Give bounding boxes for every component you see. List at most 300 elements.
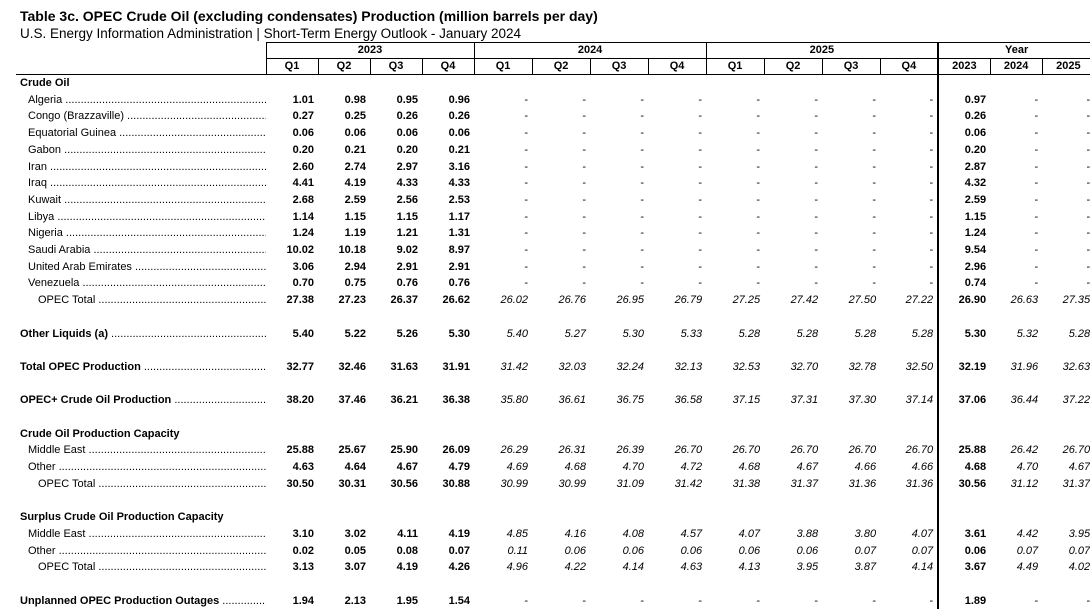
table-row: [16, 142, 1090, 159]
value-cell: 5.30: [938, 326, 990, 343]
row-label-cell: [16, 559, 266, 576]
value-cell: 32.63: [1062, 360, 1090, 373]
value-cell: 4.85: [506, 527, 529, 540]
value-cell: -: [582, 160, 587, 173]
value-cell: -: [756, 193, 761, 206]
value-cell: [474, 75, 532, 92]
row-label-cell: [16, 225, 266, 242]
value-cell: [590, 509, 648, 526]
value-cell: 5.28: [911, 327, 934, 340]
value-cell: 10.02: [286, 244, 314, 257]
spacer-cell: [474, 493, 532, 510]
value-cell: -: [640, 227, 645, 240]
table-row: [16, 593, 1090, 609]
value-cell: 3.07: [344, 561, 366, 574]
value-cell: 0.20: [292, 143, 314, 156]
value-cell: 3.95: [1068, 527, 1090, 540]
value-cell: 32.78: [848, 360, 877, 373]
value-cell: 0.98: [344, 93, 366, 106]
value-cell: 0.06: [622, 544, 645, 557]
spacer-cell: [318, 376, 370, 393]
spacer-cell: [474, 409, 532, 426]
spacer-row: [16, 409, 1090, 426]
value-cell: [590, 426, 648, 443]
value-cell: [822, 426, 880, 443]
value-cell: 37.06: [938, 392, 990, 409]
value-cell: -: [872, 277, 877, 290]
value-cell: -: [582, 594, 587, 607]
value-cell: 1.31: [448, 227, 471, 240]
spacer-row: [16, 376, 1090, 393]
spacer-cell: [266, 409, 318, 426]
value-cell: [880, 75, 938, 92]
value-cell: -: [524, 277, 529, 290]
value-cell: 4.70: [622, 461, 645, 474]
value-cell: 0.74: [938, 275, 990, 292]
value-cell: -: [756, 127, 761, 140]
spacer-cell: [990, 493, 1042, 510]
value-cell: 2.56: [396, 193, 418, 206]
value-cell: [474, 426, 532, 443]
row-label: United Arab Emirates: [28, 260, 132, 273]
column-header: Q4: [422, 59, 474, 75]
spacer-cell: [266, 342, 318, 359]
value-cell: [422, 75, 474, 92]
value-cell: 4.66: [854, 461, 877, 474]
value-cell: 31.09: [616, 477, 645, 490]
spacer-cell: [880, 576, 938, 593]
spacer-cell: [532, 493, 590, 510]
value-cell: 2.59: [938, 192, 990, 209]
value-cell: 2.74: [344, 160, 366, 173]
value-cell: 0.05: [344, 544, 366, 557]
value-cell: -: [1034, 110, 1039, 123]
value-cell: -: [640, 244, 645, 257]
table-subtitle: U.S. Energy Information Administration | Short-Term Energy Outlook - January 2024: [20, 26, 521, 41]
value-cell: 4.14: [911, 561, 934, 574]
value-cell: 26.29: [500, 444, 529, 457]
value-cell: -: [524, 160, 529, 173]
row-label: Other: [28, 544, 56, 557]
value-cell: 4.33: [396, 177, 418, 190]
value-cell: -: [698, 160, 703, 173]
value-cell: -: [814, 160, 819, 173]
value-cell: 3.10: [292, 527, 314, 540]
value-cell: 0.06: [938, 543, 990, 560]
value-cell: 5.28: [796, 327, 819, 340]
value-cell: -: [756, 277, 761, 290]
value-cell: -: [1086, 177, 1090, 190]
value-cell: 2.53: [448, 193, 471, 206]
value-cell: -: [640, 143, 645, 156]
value-cell: 3.06: [292, 260, 314, 273]
value-cell: -: [582, 244, 587, 257]
value-cell: 26.95: [616, 294, 645, 307]
spacer-cell: [16, 376, 266, 393]
spacer-row: [16, 576, 1090, 593]
value-cell: -: [929, 143, 934, 156]
row-label: Nigeria: [28, 227, 63, 240]
value-cell: -: [524, 193, 529, 206]
value-cell: 0.07: [1068, 544, 1090, 557]
table-row: [16, 225, 1090, 242]
value-cell: 4.19: [344, 177, 366, 190]
value-cell: 1.15: [344, 210, 366, 223]
value-cell: -: [640, 277, 645, 290]
value-cell: 4.68: [564, 461, 587, 474]
value-cell: -: [872, 110, 877, 123]
value-cell: -: [1086, 210, 1090, 223]
value-cell: -: [814, 227, 819, 240]
value-cell: 26.70: [848, 444, 877, 457]
value-cell: -: [872, 93, 877, 106]
value-cell: 5.22: [344, 327, 366, 340]
spacer-cell: [422, 309, 474, 326]
row-label-cell: [16, 292, 266, 309]
spacer-cell: [990, 309, 1042, 326]
row-label: Gabon: [28, 143, 62, 156]
table-row: [16, 125, 1090, 142]
value-cell: 26.39: [616, 444, 645, 457]
value-cell: -: [640, 93, 645, 106]
value-cell: 4.16: [564, 527, 587, 540]
value-cell: -: [524, 143, 529, 156]
value-cell: -: [640, 260, 645, 273]
value-cell: 4.19: [396, 561, 418, 574]
spacer-cell: [880, 342, 938, 359]
value-cell: -: [929, 594, 934, 607]
value-cell: 3.80: [854, 527, 877, 540]
spacer-cell: [990, 576, 1042, 593]
value-cell: 2.60: [292, 160, 314, 173]
value-cell: 0.06: [344, 127, 366, 140]
row-label-cell: [16, 442, 266, 459]
value-cell: 5.28: [1068, 327, 1090, 340]
value-cell: -: [756, 160, 761, 173]
value-cell: [370, 509, 422, 526]
spacer-cell: [938, 342, 990, 359]
value-cell: -: [698, 227, 703, 240]
value-cell: 1.24: [938, 225, 990, 242]
table-row: [16, 442, 1090, 459]
value-cell: -: [698, 594, 703, 607]
value-cell: 4.02: [1068, 561, 1090, 574]
value-cell: 2.87: [938, 159, 990, 176]
value-cell: 25.90: [390, 444, 418, 457]
table-row: [16, 108, 1090, 125]
value-cell: [706, 75, 764, 92]
value-cell: 0.96: [448, 93, 471, 106]
spacer-cell: [706, 409, 764, 426]
spacer-cell: [422, 409, 474, 426]
value-cell: 36.44: [1010, 394, 1039, 407]
spacer-cell: [422, 376, 474, 393]
value-cell: 3.88: [796, 527, 819, 540]
spacer-cell: [16, 576, 266, 593]
row-label-cell: [16, 459, 266, 476]
value-cell: 31.36: [848, 477, 877, 490]
column-header: 2024: [990, 59, 1042, 75]
value-cell: -: [872, 160, 877, 173]
value-cell: 31.91: [442, 360, 471, 373]
value-cell: [764, 75, 822, 92]
value-cell: [938, 426, 990, 443]
column-header: 2025: [1042, 59, 1090, 75]
value-cell: 32.53: [732, 360, 761, 373]
value-cell: -: [582, 127, 587, 140]
value-cell: 38.20: [286, 394, 314, 407]
value-cell: 36.38: [442, 394, 471, 407]
value-cell: -: [814, 260, 819, 273]
row-label-cell: [16, 92, 266, 109]
value-cell: -: [1086, 260, 1090, 273]
value-cell: -: [929, 244, 934, 257]
table-row: [16, 275, 1090, 292]
value-cell: 0.07: [448, 544, 471, 557]
value-cell: [764, 509, 822, 526]
value-cell: 1.15: [938, 209, 990, 226]
row-label-cell: [16, 275, 266, 292]
value-cell: -: [698, 260, 703, 273]
value-cell: 4.11: [397, 527, 418, 540]
value-cell: -: [1034, 594, 1039, 607]
subtotal-label: OPEC Total: [38, 294, 96, 307]
section-label: Surplus Crude Oil Production Capacity: [20, 511, 224, 524]
value-cell: 0.06: [938, 125, 990, 142]
value-cell: -: [872, 594, 877, 607]
value-cell: [318, 509, 370, 526]
row-label: Libya: [28, 210, 55, 223]
spacer-cell: [590, 576, 648, 593]
value-cell: 0.21: [344, 143, 366, 156]
value-cell: -: [872, 193, 877, 206]
value-cell: -: [524, 260, 529, 273]
section-label: Crude Oil Production Capacity: [20, 427, 180, 440]
value-cell: [648, 75, 706, 92]
value-cell: 36.58: [674, 394, 703, 407]
value-cell: 3.87: [854, 561, 877, 574]
value-cell: 32.70: [790, 360, 819, 373]
table-row: [16, 526, 1090, 543]
value-cell: [1042, 75, 1090, 92]
value-cell: 37.31: [790, 394, 819, 407]
spacer-cell: [822, 493, 880, 510]
value-cell: 0.25: [344, 110, 366, 123]
value-cell: [266, 75, 318, 92]
value-cell: [706, 426, 764, 443]
spacer-cell: [764, 576, 822, 593]
value-cell: -: [814, 244, 819, 257]
table-row: [16, 92, 1090, 109]
value-cell: -: [756, 594, 761, 607]
spacer-cell: [990, 409, 1042, 426]
row-label-cell: [16, 125, 266, 142]
value-cell: 0.75: [344, 277, 366, 290]
value-cell: -: [1086, 110, 1090, 123]
value-cell: 0.27: [292, 110, 314, 123]
value-cell: 4.33: [448, 177, 471, 190]
value-cell: 31.42: [674, 477, 703, 490]
value-cell: 2.97: [396, 160, 418, 173]
column-header: Q4: [880, 59, 938, 75]
value-cell: 5.32: [1016, 327, 1039, 340]
value-cell: -: [1034, 227, 1039, 240]
spacer-cell: [1042, 342, 1090, 359]
value-cell: 0.06: [396, 127, 418, 140]
value-cell: 10.18: [338, 244, 366, 257]
spacer-cell: [590, 376, 648, 393]
value-cell: 3.67: [938, 559, 990, 576]
value-cell: 1.17: [448, 210, 471, 223]
spacer-cell: [16, 342, 266, 359]
value-cell: 5.40: [506, 327, 529, 340]
row-label: Venezuela: [28, 277, 80, 290]
value-cell: -: [1034, 193, 1039, 206]
value-cell: [370, 75, 422, 92]
value-cell: -: [524, 110, 529, 123]
value-cell: -: [814, 177, 819, 190]
value-cell: 26.37: [390, 294, 418, 307]
row-label: Algeria: [28, 93, 63, 106]
opec-production-table: [16, 42, 1090, 609]
value-cell: 0.06: [796, 544, 819, 557]
value-cell: 4.66: [911, 461, 934, 474]
value-cell: 4.49: [1016, 561, 1039, 574]
spacer-cell: [706, 493, 764, 510]
spacer-cell: [266, 309, 318, 326]
value-cell: 30.50: [286, 477, 314, 490]
value-cell: 30.99: [558, 477, 587, 490]
spacer-cell: [938, 376, 990, 393]
value-cell: -: [582, 210, 587, 223]
value-cell: -: [698, 210, 703, 223]
value-cell: [532, 426, 590, 443]
value-cell: -: [929, 127, 934, 140]
spacer-cell: [1042, 576, 1090, 593]
spacer-cell: [938, 576, 990, 593]
spacer-cell: [474, 576, 532, 593]
value-cell: -: [524, 210, 529, 223]
value-cell: 30.56: [938, 476, 990, 493]
value-cell: 2.96: [938, 259, 990, 276]
value-cell: 31.36: [905, 477, 934, 490]
value-cell: 3.02: [344, 527, 366, 540]
value-cell: 26.02: [500, 294, 529, 307]
value-cell: 37.30: [848, 394, 877, 407]
value-cell: -: [756, 210, 761, 223]
spacer-cell: [266, 493, 318, 510]
spacer-cell: [422, 576, 474, 593]
value-cell: 1.89: [938, 593, 990, 609]
value-cell: 0.26: [396, 110, 418, 123]
value-cell: 9.02: [396, 244, 418, 257]
value-cell: 3.95: [796, 561, 819, 574]
value-cell: 25.88: [938, 442, 990, 459]
column-header: Q1: [474, 59, 532, 75]
value-cell: 32.19: [938, 359, 990, 376]
value-cell: 4.96: [506, 561, 529, 574]
value-cell: -: [1034, 127, 1039, 140]
spacer-cell: [764, 309, 822, 326]
value-cell: [266, 426, 318, 443]
value-cell: 4.32: [938, 175, 990, 192]
value-cell: [370, 426, 422, 443]
row-label-cell: [16, 209, 266, 226]
value-cell: 3.16: [448, 160, 471, 173]
value-cell: -: [640, 193, 645, 206]
row-label-cell: [16, 359, 266, 376]
row-label-cell: [16, 543, 266, 560]
value-cell: -: [872, 227, 877, 240]
year-header-2025: 2025: [706, 43, 938, 59]
row-label-cell: [16, 75, 266, 92]
spacer-cell: [938, 493, 990, 510]
spacer-cell: [764, 493, 822, 510]
row-label-cell: [16, 259, 266, 276]
value-cell: 1.21: [396, 227, 418, 240]
spacer-cell: [764, 376, 822, 393]
value-cell: 31.38: [732, 477, 761, 490]
value-cell: 26.62: [442, 294, 471, 307]
value-cell: -: [640, 594, 645, 607]
value-cell: -: [640, 210, 645, 223]
value-cell: [822, 509, 880, 526]
value-cell: 4.57: [680, 527, 703, 540]
value-cell: -: [756, 260, 761, 273]
value-cell: -: [1034, 244, 1039, 257]
value-cell: 4.67: [1068, 461, 1090, 474]
row-label-cell: [16, 159, 266, 176]
value-cell: 0.07: [1016, 544, 1039, 557]
value-cell: -: [1086, 244, 1090, 257]
value-cell: 5.33: [680, 327, 703, 340]
value-cell: 0.06: [564, 544, 587, 557]
spacer-cell: [706, 576, 764, 593]
value-cell: 36.75: [616, 394, 645, 407]
value-cell: 0.70: [292, 277, 314, 290]
value-cell: -: [929, 93, 934, 106]
spacer-cell: [938, 409, 990, 426]
spacer-cell: [370, 376, 422, 393]
value-cell: -: [756, 177, 761, 190]
value-cell: 4.19: [448, 527, 471, 540]
value-cell: -: [524, 177, 529, 190]
value-cell: 37.15: [732, 394, 761, 407]
spacer-cell: [590, 309, 648, 326]
spacer-cell: [370, 342, 422, 359]
value-cell: 4.63: [292, 461, 314, 474]
row-label-cell: [16, 593, 266, 609]
row-label: Iran: [28, 160, 47, 173]
value-cell: 0.76: [396, 277, 418, 290]
value-cell: 4.22: [564, 561, 587, 574]
value-cell: 0.26: [938, 108, 990, 125]
value-cell: 25.67: [338, 444, 366, 457]
value-cell: 0.76: [448, 277, 471, 290]
section-header-row: [16, 426, 1090, 443]
spacer-cell: [318, 409, 370, 426]
value-cell: [880, 426, 938, 443]
value-cell: 2.91: [396, 260, 418, 273]
value-cell: 31.96: [1010, 360, 1039, 373]
section-label: Crude Oil: [20, 77, 70, 89]
row-label-cell: [16, 192, 266, 209]
spacer-cell: [1042, 309, 1090, 326]
value-cell: -: [1034, 143, 1039, 156]
spacer-cell: [990, 376, 1042, 393]
value-cell: 26.90: [938, 292, 990, 309]
spacer-cell: [474, 376, 532, 393]
